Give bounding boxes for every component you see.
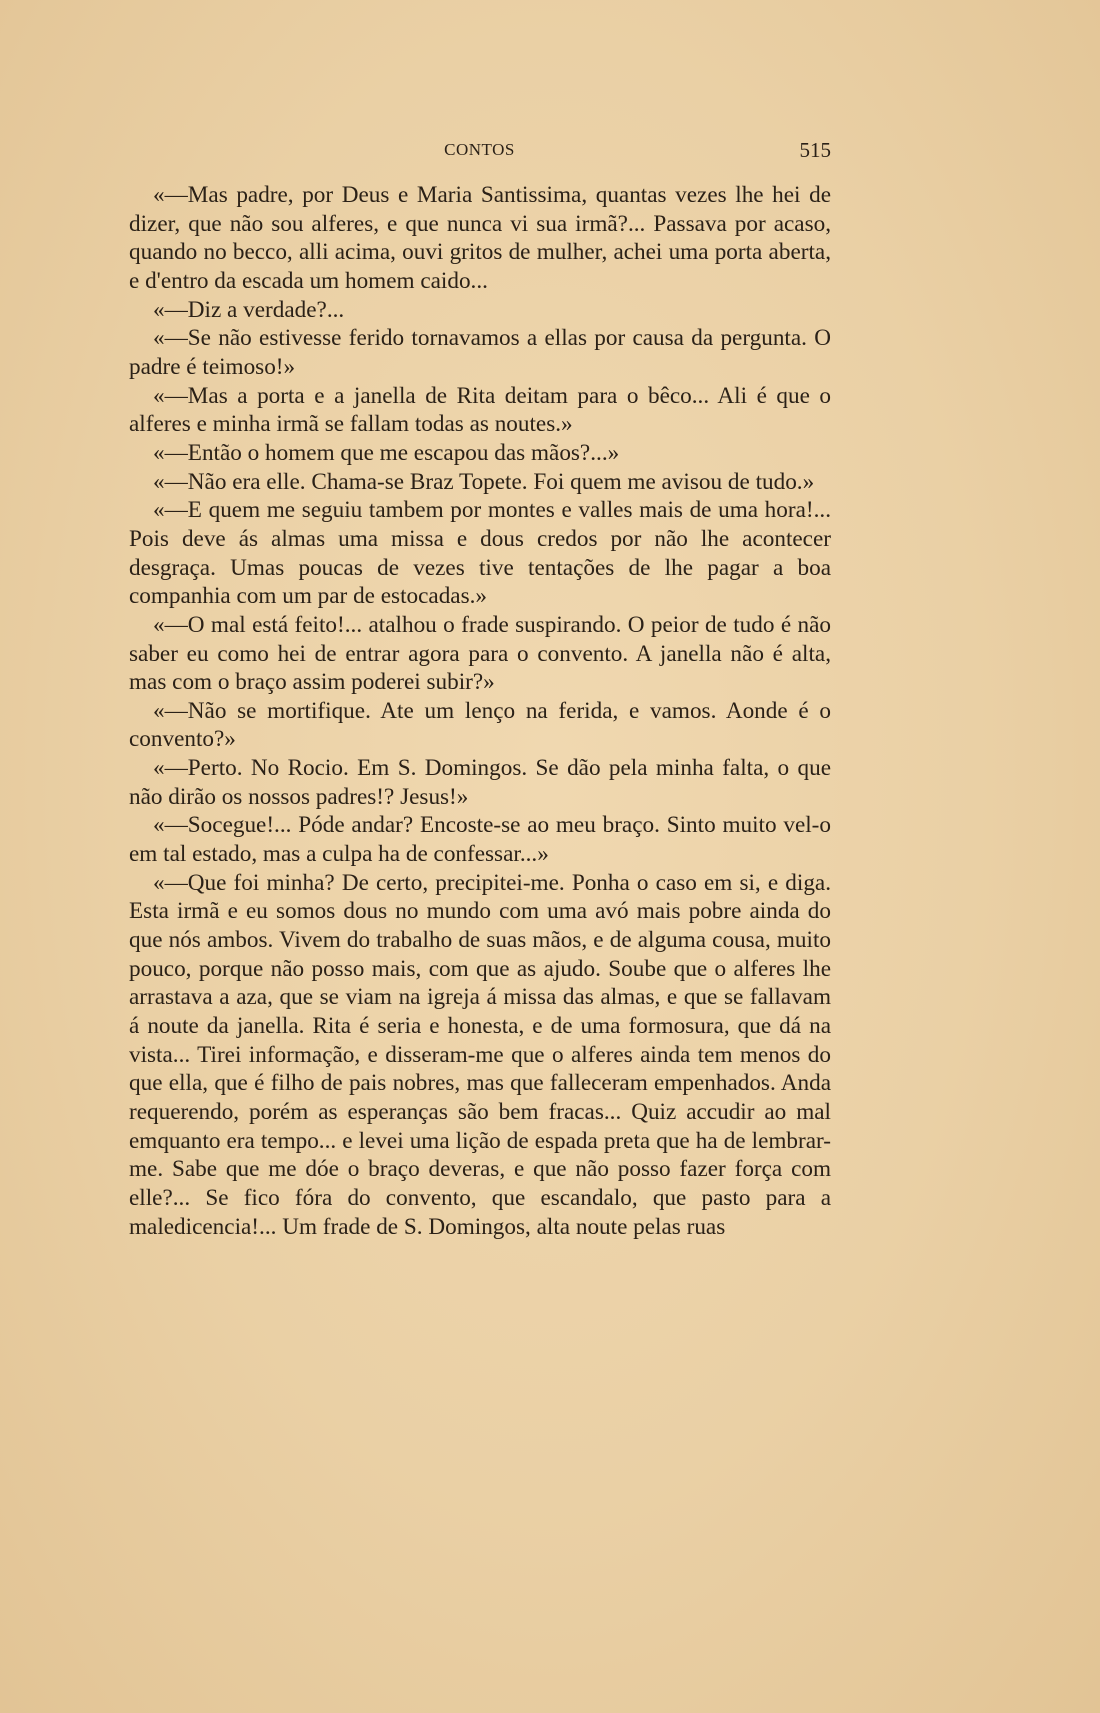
paragraph: «—Perto. No Rocio. Em S. Domingos. Se dão pela minha falta, o que não dirão os nossos padres!? Jesus!» [129, 755, 831, 810]
page-number: 515 [799, 138, 831, 162]
paragraph: «—Não era elle. Chama-se Braz Topete. Foi quem me avisou de tudo.» [153, 468, 815, 495]
paragraph: «—Que foi minha? De certo, precipitei-me. Ponha o caso em si, e diga. Esta irmã e eu somos dous no mundo com uma avó mais pobre ainda do que nós ambos. Vivem do trabalho de suas mãos, e de alguma cousa, muito pouco, porque não posso mais, com que as ajudo. Soube que o alferes lhe arrastava a aza, que se viam na igreja á missa das almas, e que se fallavam á noute da janella. Rita é seria e honesta, e de uma formosura, que dá na vista... Tirei informação, e disseram-me que o alferes ainda tem menos do que ella, que é filho de pais nobres, mas que falleceram empenhados. Anda requerendo, porém as esperanças são bem fracas... Quiz accudir ao mal emquanto era tempo... e levei uma lição de espada preta que ha de lembrar-me. Sabe que me dóe o braço deveras, e que não posso fazer força com elle?... Se fico fóra do convento, que escandalo, que pasto para a maledicencia!... Um frade de S. Domingos, alta noute pelas ruas [129, 869, 831, 1240]
paragraph: «—E quem me seguiu tambem por montes e valles mais de uma hora!... Pois deve ás almas uma missa e dous credos por não lhe acontecer desgraça. Umas poucas de vezes tive tentações de lhe pagar a boa companhia com um par de estocadas.» [129, 497, 831, 610]
paragraph: «—Então o homem que me escapou das mãos?...» [153, 439, 620, 466]
running-title: CONTOS [444, 140, 515, 159]
page-header [128, 140, 831, 168]
paragraph: «—O mal está feito!... atalhou o frade suspirando. O peior de tudo é não saber eu como hei de entrar agora para o convento. A janella não é alta, mas com o braço assim poderei subir?» [129, 611, 831, 696]
paragraph: «—Mas padre, por Deus e Maria Santissima, quantas vezes lhe hei de dizer, que não sou alferes, e que nunca vi sua irmã?... Passava por acaso, quando no becco, alli acima, ouvi gritos de mulher, achei uma porta aberta, e d'entro da escada um homem caido... [129, 182, 831, 294]
paragraph: «—Socegue!... Póde andar? Encoste-se ao meu braço. Sinto muito vel-o em tal estado, mas a culpa ha de confessar...» [129, 812, 831, 868]
paragraph: «—Se não estivesse ferido tornavamos a ellas por causa da pergunta. O padre é teimoso!» [129, 325, 831, 380]
paragraph: «—Diz a verdade?... [153, 296, 345, 323]
body-text [129, 181, 831, 1241]
paragraph: «—Mas a porta e a janella de Rita deitam para o bêco... Ali é que o alferes e minha irmã se fallam todas as noutes.» [129, 382, 831, 438]
paragraph: «—Não se mortifique. Ate um lenço na ferida, e vamos. Aonde é o convento?» [129, 697, 831, 753]
